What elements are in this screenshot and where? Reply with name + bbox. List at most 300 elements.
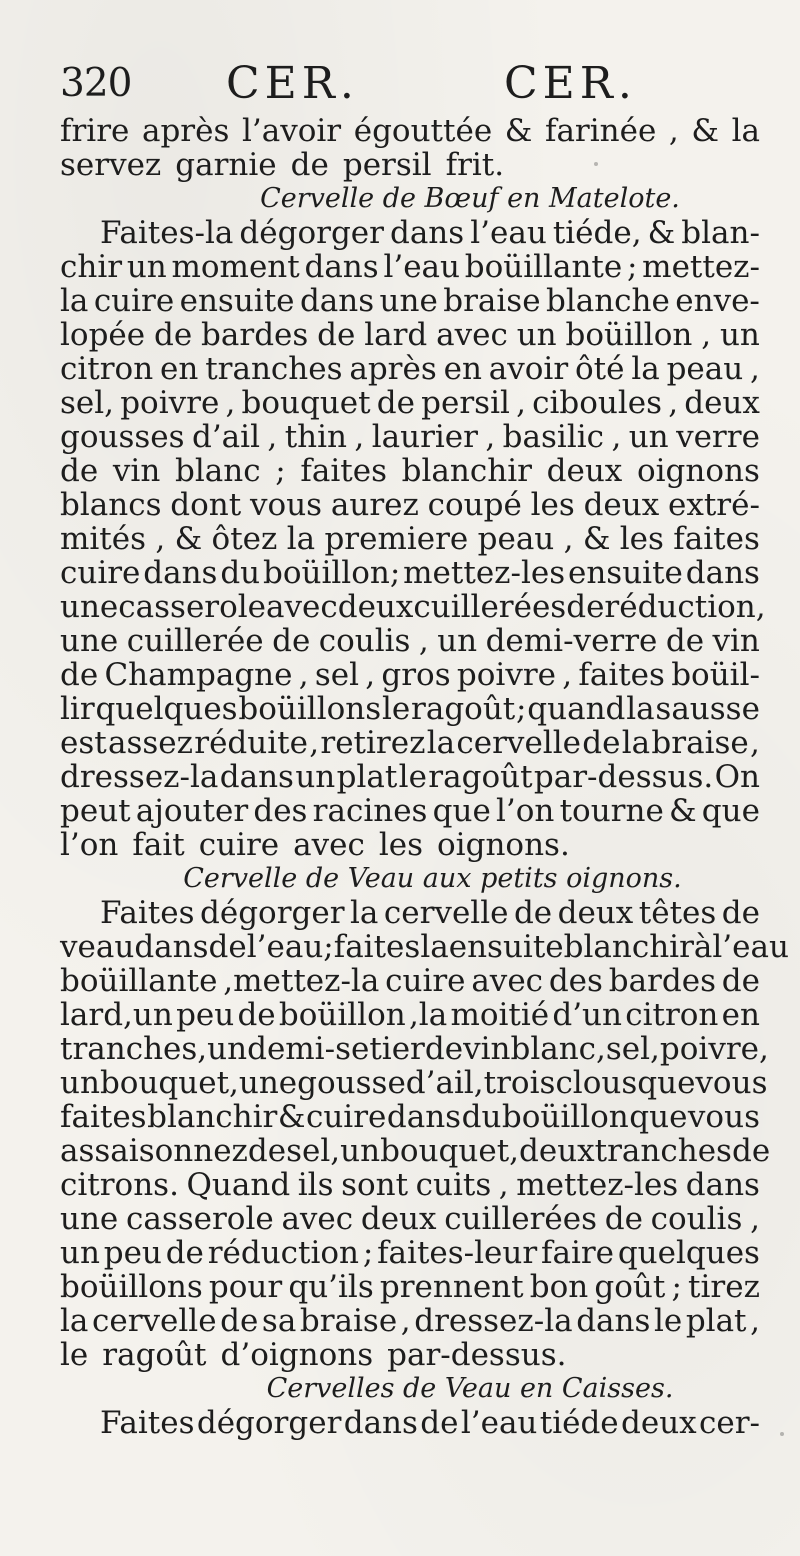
word: les [530, 487, 575, 523]
word: ragoût [102, 1337, 207, 1373]
word: lard [364, 317, 428, 353]
word: quelques [617, 1235, 760, 1271]
word: bon [529, 1269, 589, 1305]
word: ; [671, 1269, 682, 1305]
text-line [60, 1065, 768, 1101]
word: coupé [427, 487, 522, 523]
word: avec [266, 589, 338, 625]
page-header [60, 58, 760, 114]
word: lopée [60, 317, 146, 353]
word: peu [176, 997, 235, 1033]
word: blanchir [147, 1099, 278, 1135]
word: après [349, 351, 437, 387]
text-line [60, 1100, 760, 1134]
word: peut [60, 793, 131, 829]
word: un [516, 317, 557, 353]
word: garnie [175, 147, 277, 183]
word: mettez-les [516, 1167, 679, 1203]
word: ensuite [179, 283, 295, 319]
word: , [498, 1167, 509, 1203]
word: plat [685, 1303, 747, 1339]
word: la [731, 113, 760, 149]
text-line [60, 1270, 760, 1304]
word: faites [578, 657, 665, 693]
word: la [420, 929, 449, 965]
word: tiéde [539, 1405, 619, 1441]
word: & [504, 113, 533, 149]
text-line [60, 318, 760, 352]
text-line [60, 1236, 760, 1270]
word: du [220, 555, 261, 591]
text-line [60, 386, 760, 420]
word: de [513, 895, 553, 931]
word: ajouter [135, 793, 249, 829]
word: un [60, 1235, 100, 1271]
word: bouquet, [380, 1133, 520, 1169]
word: des [253, 793, 308, 829]
word: sont [341, 1167, 409, 1203]
word: de [731, 1133, 771, 1169]
word: On [714, 759, 760, 795]
word: de [60, 657, 99, 693]
word: l’eau [470, 215, 547, 251]
word: réduction, [604, 589, 766, 625]
word: boüillon [278, 997, 406, 1033]
word: , [400, 1303, 411, 1339]
word: fait [132, 827, 185, 863]
word: , [563, 521, 574, 557]
word: la [621, 725, 651, 761]
word: dans [304, 249, 379, 285]
word: bouquet [241, 385, 371, 421]
running-head-left: CER. [226, 58, 359, 109]
word: un [437, 623, 478, 659]
word: avoir [488, 351, 569, 387]
word: peau [666, 351, 744, 387]
word: veau [60, 929, 135, 965]
word: d’oignons [220, 1337, 374, 1373]
word: la [286, 521, 316, 557]
word: , [516, 385, 526, 421]
word: vin [712, 623, 760, 659]
word: , [750, 1201, 760, 1237]
word: gros [381, 657, 451, 693]
text-line [60, 420, 760, 454]
text-line [60, 1133, 771, 1169]
word: , [562, 657, 573, 693]
word: le [60, 1337, 89, 1373]
word: Champagne [104, 657, 293, 693]
word: , [668, 385, 679, 421]
text-line [60, 216, 760, 250]
word: retirez [320, 725, 426, 761]
word: de [60, 453, 99, 489]
word: cuillerées [444, 1201, 598, 1237]
text-line [60, 828, 760, 862]
word: dégorger [196, 1405, 342, 1441]
word: peu [103, 1235, 162, 1271]
text-line [60, 1406, 760, 1440]
word: , [267, 419, 278, 455]
word: tranches [594, 1133, 732, 1169]
word: l’eau [712, 929, 789, 965]
word: enve- [675, 283, 760, 319]
word: de [721, 963, 760, 999]
word: dégorger [200, 895, 345, 931]
word: cer- [698, 1405, 760, 1441]
word: ,la [408, 997, 448, 1033]
word: une [60, 623, 119, 659]
word: deux [621, 1405, 697, 1441]
word: lard,un [60, 997, 173, 1033]
word: boüillante [60, 963, 218, 999]
word: ,mettez-la [223, 963, 380, 999]
word: Faites [100, 1405, 195, 1441]
word: du [461, 1099, 502, 1135]
word: d’ail [191, 419, 260, 455]
word: extré- [668, 487, 760, 523]
text-line [60, 148, 760, 182]
word: l’eau [460, 1405, 538, 1441]
word: blan- [681, 215, 760, 251]
word: de [582, 725, 621, 761]
word: deux [519, 1133, 595, 1169]
word: ; [275, 453, 286, 489]
word: tirez [688, 1269, 760, 1305]
text-line [60, 929, 789, 965]
text-line [60, 522, 760, 556]
word: , [750, 725, 760, 761]
word: braise [443, 283, 541, 319]
text-line [60, 692, 760, 726]
word: ciboules [532, 385, 663, 421]
word: ragoût [411, 691, 516, 727]
word: prennent [379, 1269, 524, 1305]
word: servez [60, 147, 162, 183]
word: réduite [194, 725, 308, 761]
word: de [317, 317, 356, 353]
word: tranches [205, 351, 343, 387]
word: faites-leur [377, 1235, 538, 1271]
text-line [60, 658, 760, 692]
word: dans [343, 1405, 418, 1441]
text-line [60, 556, 760, 590]
word: deux [337, 589, 414, 625]
word: frire [60, 113, 130, 149]
word: d’un [552, 997, 622, 1033]
word: tourne [559, 793, 664, 829]
word: sel, [286, 1133, 341, 1169]
word: gousses [60, 419, 185, 455]
word: basilic [502, 419, 605, 455]
word: la [626, 691, 655, 727]
word: un [628, 419, 669, 455]
word: braise [651, 725, 749, 761]
word: dressez-la [60, 759, 219, 795]
word: poivre [120, 385, 220, 421]
word: blanche [545, 283, 670, 319]
word: demi-verre [485, 623, 658, 659]
word: & [582, 521, 611, 557]
word: & [174, 521, 203, 557]
recipe-title: Cervelle de Veau aux petits oignons. [183, 863, 682, 894]
word: cervelle [91, 1303, 217, 1339]
word: dont [170, 487, 242, 523]
word: frit. [445, 147, 505, 183]
word: oignons [636, 453, 760, 489]
word: coulis [650, 1201, 743, 1237]
text-line [60, 488, 760, 522]
text-line [60, 1168, 760, 1202]
word: aurez [330, 487, 419, 523]
word: à [693, 929, 713, 965]
word: un [295, 759, 336, 795]
word: , [750, 351, 760, 387]
word: blanchir [563, 929, 694, 965]
word: que [637, 1065, 696, 1101]
word: l’avoir [241, 113, 342, 149]
word: dans [685, 555, 760, 591]
word: boüillons [60, 1269, 203, 1305]
text-line [60, 1304, 760, 1338]
word: de [247, 1133, 287, 1169]
word: ; [516, 691, 527, 727]
word: poivre [456, 657, 556, 693]
word: Faites [100, 895, 195, 931]
word: peau [477, 521, 555, 557]
word: que [629, 1099, 688, 1135]
word: coulis [318, 623, 411, 659]
text-line [60, 284, 760, 318]
word: de [424, 1031, 464, 1067]
word: la [426, 725, 456, 761]
word: persil [342, 147, 432, 183]
word: la [350, 895, 379, 931]
word: ; [362, 1235, 374, 1271]
word: boüil- [671, 657, 760, 693]
word: goût [594, 1269, 666, 1305]
word: , [155, 521, 166, 557]
word: tiéde, [552, 215, 642, 251]
word: de [165, 1235, 204, 1271]
word: l’eau;faites [246, 929, 421, 965]
word: , [354, 419, 365, 455]
word: dans [386, 1099, 462, 1135]
word: cuits [415, 1167, 492, 1203]
word: de [220, 1303, 259, 1339]
word: ôtez [211, 521, 278, 557]
word: est [60, 725, 107, 761]
word: dans [219, 759, 294, 795]
word: les [619, 521, 664, 557]
word: en [721, 997, 760, 1033]
word: , [418, 623, 429, 659]
word: la [60, 1303, 89, 1339]
word: de [566, 589, 605, 625]
word: , [365, 657, 376, 693]
text-line [60, 760, 760, 794]
word: boüillante [464, 249, 623, 285]
word: , [225, 385, 236, 421]
word: vous [250, 487, 323, 523]
word: sel, [60, 385, 115, 421]
word: Faites-la [100, 215, 234, 251]
word: sausse [655, 691, 760, 727]
word: que [701, 793, 760, 829]
text-line [60, 726, 760, 760]
word: cuire [305, 1099, 387, 1135]
text-line [60, 454, 760, 488]
text-line [60, 964, 760, 998]
word: têtes [638, 895, 717, 931]
word: boüillons [238, 691, 382, 727]
word: de [420, 1405, 459, 1441]
word: un [340, 1133, 381, 1169]
word: braise [299, 1303, 398, 1339]
word: cuire [93, 283, 175, 319]
word: ensuite [568, 555, 683, 591]
word: faites [300, 453, 387, 489]
word: dans [143, 555, 218, 591]
word: boüillon [565, 317, 693, 353]
word: égouttée [353, 113, 493, 149]
word: après [141, 113, 230, 149]
running-head-right: CER. [504, 58, 637, 109]
word: quand [527, 691, 626, 727]
word: le [653, 1303, 683, 1339]
word: dans [576, 1303, 651, 1339]
text-line [60, 794, 760, 828]
word: une [60, 1201, 119, 1237]
word: vous [695, 1065, 768, 1101]
word: de [153, 317, 193, 353]
word: des [548, 963, 603, 999]
word: qu’ils [288, 1269, 374, 1305]
word: , [750, 1303, 760, 1339]
word: casserole [125, 1201, 274, 1237]
word: ils [297, 1167, 334, 1203]
word: , [298, 657, 309, 693]
word: laurier [371, 419, 478, 455]
word: , [701, 317, 712, 353]
word: bardes [201, 317, 309, 353]
ink-speck [780, 1432, 784, 1436]
word: ensuite [448, 929, 564, 965]
word: une [60, 589, 119, 625]
text-line [60, 1338, 760, 1372]
word: pour [208, 1269, 283, 1305]
word: mettez-les [403, 555, 566, 591]
word: cuire [60, 555, 141, 591]
word: l’on [60, 827, 119, 863]
word: un [126, 249, 167, 285]
word: de [272, 623, 311, 659]
word: gousse [297, 1065, 406, 1101]
word: bouquet,une [99, 1065, 298, 1101]
text-line [60, 589, 766, 625]
word: dans [389, 215, 465, 251]
text-line [60, 114, 760, 148]
page-text [60, 58, 789, 1441]
word: ôté [575, 351, 625, 387]
word: tranches,un [60, 1031, 248, 1067]
word: verre [676, 419, 760, 455]
word: de [604, 1201, 643, 1237]
word: dégorger [239, 215, 384, 251]
word: deux [360, 1201, 437, 1237]
word: , [309, 725, 320, 761]
word: l’eau [383, 249, 460, 285]
word: d’ail,trois [405, 1065, 556, 1101]
word: oignons. [437, 827, 570, 863]
word: faites [60, 1099, 147, 1135]
word: en [160, 351, 199, 387]
word: boüillon; [263, 555, 401, 591]
word: avec [436, 317, 508, 353]
page-number: 320 [60, 61, 132, 106]
word: le [398, 759, 427, 795]
word: dans [299, 283, 375, 319]
word: citron [625, 997, 719, 1033]
word: blancs [60, 487, 162, 523]
word: dressez-la [414, 1303, 573, 1339]
word: la [60, 283, 89, 319]
word: faites [673, 521, 760, 557]
word: quelques [95, 691, 238, 727]
word: & [691, 113, 719, 149]
word: l’on [495, 793, 555, 829]
word: deux [684, 385, 760, 421]
word: de [665, 623, 705, 659]
word: la [631, 351, 660, 387]
word: ; [626, 249, 638, 285]
word: cuire [198, 827, 280, 863]
word: le [381, 691, 411, 727]
word: persil [421, 385, 510, 421]
word: mités [60, 521, 147, 557]
word: dans [685, 1167, 760, 1203]
text-line [60, 1031, 769, 1067]
word: premiere [324, 521, 469, 557]
word: par-dessus. [387, 1337, 567, 1373]
word: avec [281, 1201, 354, 1237]
word: bardes [608, 963, 716, 999]
word: thin [284, 419, 347, 455]
word: ragoût [428, 759, 533, 795]
recipe-title: Cervelle de Bœuf en Matelote. [260, 183, 680, 214]
word: moitié [450, 997, 550, 1033]
word: faire [540, 1235, 615, 1271]
word: un [60, 1065, 100, 1101]
word: citron [60, 351, 154, 387]
word: racines [312, 793, 428, 829]
word: boüillon [501, 1099, 629, 1135]
word: cervelle [383, 895, 509, 931]
word: les [378, 827, 424, 863]
word: chir [60, 249, 123, 285]
word: , [611, 419, 622, 455]
word: casserole [118, 589, 267, 625]
word: assez [108, 725, 193, 761]
recipe-title: Cervelles de Veau en Caisses. [266, 1373, 674, 1404]
word: plat [336, 759, 398, 795]
text-line [60, 998, 760, 1032]
word: cervelle [456, 725, 581, 761]
word: dans [134, 929, 209, 965]
word: vous [687, 1099, 760, 1135]
word: sel [314, 657, 360, 693]
word: & [277, 1099, 306, 1135]
